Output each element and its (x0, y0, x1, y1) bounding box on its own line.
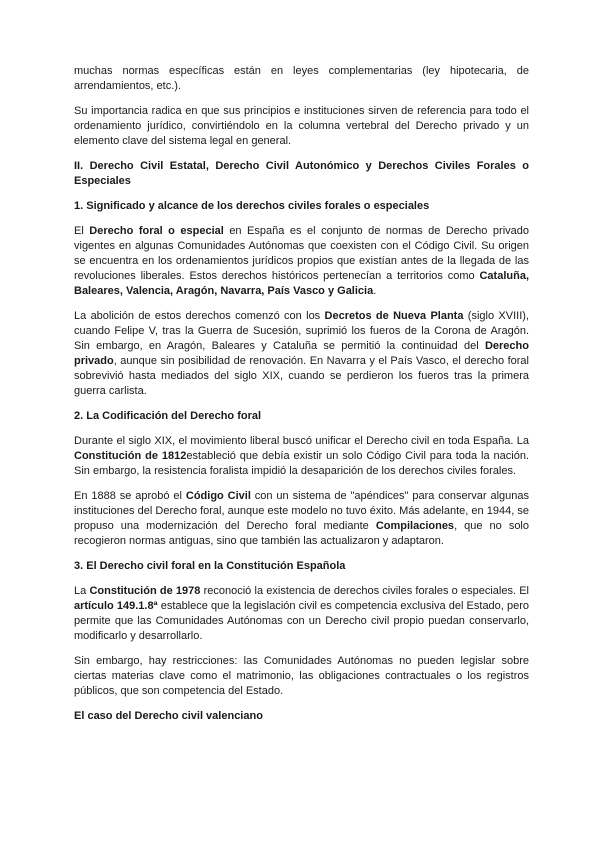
paragraph-restrictions: Sin embargo, hay restricciones: las Comunidades Autónomas no pueden legislar sobre ciertas materias clave como el matrimonio, las obligaciones contractuales o los registros públicos, que son competencia del Estado. (74, 655, 529, 697)
paragraph-continuation: muchas normas específicas están en leyes complementarias (ley hipotecaria, de arrendamientos, etc.). (74, 65, 529, 92)
document-page (74, 64, 529, 734)
paragraph-constitution: La Constitución de 1978 reconoció la existencia de derechos civiles forales o especiales. El artículo 149.1.8ª establece que la legislación civil es competencia exclusiva del Estado, pero permite que las Comunidades Autónomas con un Derecho civil propio puedan conservarlo, modificarlo y desarrollarlo. (74, 585, 529, 642)
paragraph-codification: Durante el siglo XIX, el movimiento liberal buscó unificar el Derecho civil en toda España. La Constitución de 1812estableció que debía existir un solo Código Civil para toda la nación. Sin embargo, la resistencia foralista impidió la desaparición de los derechos civiles forales. (74, 435, 529, 477)
subheading-3: 3. El Derecho civil foral en la Constitución Española (74, 560, 346, 572)
paragraph-foral-definition: El Derecho foral o especial en España es el conjunto de normas de Derecho privado vigentes en algunas Comunidades Autónomas que coexisten con el Código Civil. Su origen se encuentra en los ordenamientos jurídicos propios que existían antes de la llegada de las revoluciones liberales. Estos derechos históricos pertenecían a territorios como Cataluña, Baleares, Valencia, Aragón, Navarra, País Vasco y Galicia. (74, 225, 529, 297)
section-heading: II. Derecho Civil Estatal, Derecho Civil Autonómico y Derechos Civiles Forales o Especiales (74, 160, 529, 187)
subheading-valencian: El caso del Derecho civil valenciano (74, 710, 263, 722)
paragraph-importance: Su importancia radica en que sus principios e instituciones sirven de referencia para todo el ordenamiento jurídico, convirtiéndolo en la columna vertebral del Derecho privado y un elemento clave del sistema legal en general. (74, 105, 529, 147)
subheading-1: 1. Significado y alcance de los derechos civiles forales o especiales (74, 200, 430, 212)
subheading-2: 2. La Codificación del Derecho foral (74, 410, 262, 422)
paragraph-abolition: La abolición de estos derechos comenzó con los Decretos de Nueva Planta (siglo XVIII), cuando Felipe V, tras la Guerra de Sucesión, suprimió los fueros de la Corona de Aragón. Sin embargo, en Aragón, Baleares y Cataluña se permitió la continuidad del Derecho privado, aunque sin posibilidad de renovación. En Navarra y el País Vasco, el derecho foral sobrevivió hasta mediados del siglo XIX, cuando se perdieron los fueros tras la primera guerra carlista. (74, 310, 529, 397)
paragraph-civil-code: En 1888 se aprobó el Código Civil con un sistema de "apéndices" para conservar algunas instituciones del Derecho foral, aunque este modelo no tuvo éxito. Más adelante, en 1944, se propuso una modernización del Derecho foral mediante Compilaciones, que no solo recogieron normas antiguas, sino que también las actualizaron y adaptaron. (74, 490, 530, 547)
